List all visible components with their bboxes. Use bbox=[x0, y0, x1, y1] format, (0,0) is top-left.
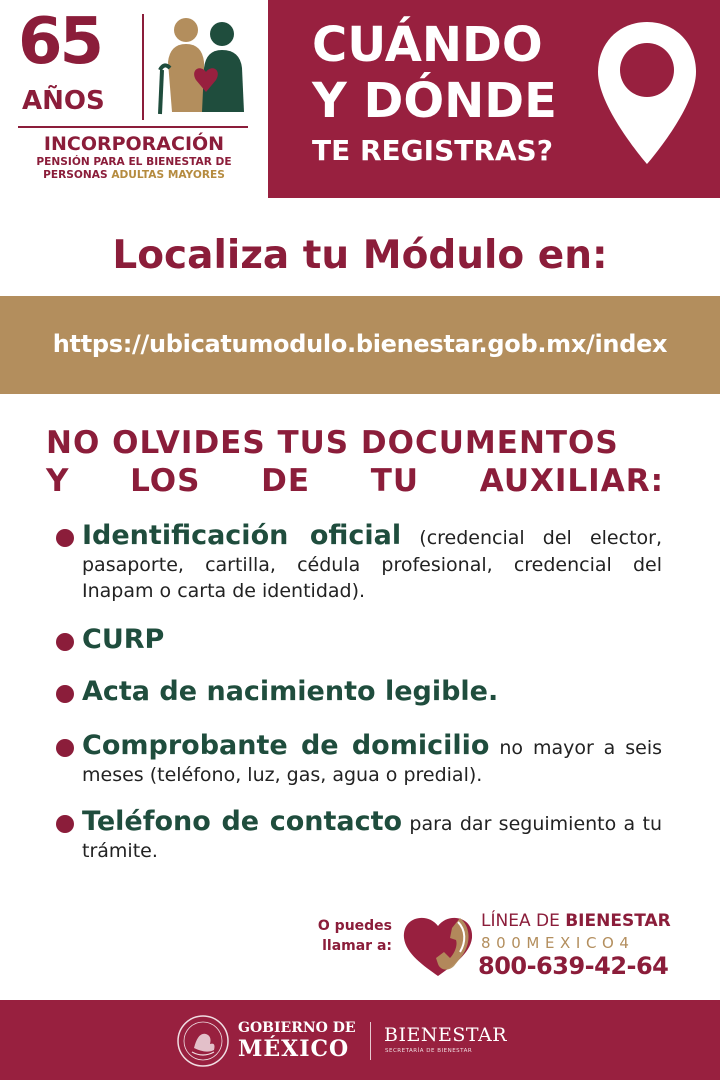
documents-heading-line-2 bbox=[46, 462, 664, 500]
bullet-icon bbox=[56, 815, 74, 833]
phone-number[interactable]: 800-639-42-64 bbox=[478, 952, 669, 980]
locate-heading: Localiza tu Módulo en: bbox=[112, 233, 608, 278]
call-prompt: O puedes llamar a: bbox=[317, 918, 392, 954]
module-locator-link[interactable]: https://ubicatumodulo.bienestar.gob.mx/index bbox=[52, 330, 668, 358]
program-logo bbox=[0, 0, 268, 198]
logo-divider bbox=[142, 14, 144, 120]
title-line-1: CUÁNDO bbox=[312, 17, 543, 73]
government-label: GOBIERNO DE bbox=[238, 1020, 356, 1036]
heading-word: DE bbox=[261, 463, 311, 499]
header-banner bbox=[0, 0, 720, 198]
vanity-number: 800MEXICO4 bbox=[481, 934, 635, 952]
pension-line-2b: ADULTAS MAYORES bbox=[111, 169, 225, 181]
title-line-3: TE REGISTRAS? bbox=[312, 134, 553, 167]
logo-program: INCORPORACIÓN bbox=[43, 133, 225, 155]
mexico-label: MÉXICO bbox=[238, 1036, 350, 1062]
list-item-title: Comprobante de domicilio bbox=[82, 730, 490, 761]
list-item-text bbox=[82, 730, 662, 788]
heading-word: LOS bbox=[130, 463, 201, 499]
pension-line-2a: PERSONAS bbox=[43, 169, 112, 181]
pension-line-1: PENSIÓN PARA EL BIENESTAR DE bbox=[36, 156, 232, 168]
logo-years: AÑOS bbox=[22, 86, 105, 116]
national-seal-icon bbox=[176, 1014, 230, 1068]
logo-number: 65 bbox=[18, 5, 102, 79]
list-item-text bbox=[82, 806, 662, 864]
url-band bbox=[0, 296, 720, 394]
heading-word: Y bbox=[46, 463, 70, 499]
heading-word: TU bbox=[370, 463, 420, 499]
bullet-icon bbox=[56, 633, 74, 651]
heart-phone-icon bbox=[400, 912, 478, 978]
location-pin-icon bbox=[594, 18, 700, 168]
list-item-detail: (credencial del elector, pasaporte, cartilla, cédula profesional, credencial del Inapam o carta de identidad). bbox=[82, 527, 662, 602]
documents-heading-line-1: NO OLVIDES TUS DOCUMENTOS bbox=[46, 425, 619, 461]
list-item-title: Identificación oficial bbox=[82, 520, 402, 551]
elderly-couple-icon bbox=[150, 12, 255, 117]
footer-bar bbox=[0, 1000, 720, 1080]
bullet-icon bbox=[56, 529, 74, 547]
help-line-label-a: LÍNEA DE bbox=[481, 911, 566, 931]
bullet-icon bbox=[56, 739, 74, 757]
list-item-title: Acta de nacimiento legible. bbox=[82, 676, 499, 707]
list-item-title: CURP bbox=[82, 624, 165, 655]
bullet-icon bbox=[56, 685, 74, 703]
documents-heading bbox=[46, 424, 666, 500]
title-block bbox=[268, 0, 720, 198]
list-item-text bbox=[82, 624, 662, 656]
agency-label: BIENESTAR bbox=[384, 1024, 508, 1046]
help-line-label-b: BIENESTAR bbox=[565, 911, 671, 931]
title-line-2: Y DÓNDE bbox=[312, 73, 557, 129]
list-item-text bbox=[82, 520, 662, 604]
list-item-text bbox=[82, 676, 662, 708]
list-item-detail: no mayor a seis meses (teléfono, luz, gas, agua o predial). bbox=[82, 737, 662, 786]
agency-sublabel: SECRETARÍA DE BIENESTAR bbox=[385, 1048, 473, 1054]
list-item-title: Teléfono de contacto bbox=[82, 806, 403, 837]
logo-pension-text bbox=[18, 156, 250, 182]
heading-word: AUXILIAR: bbox=[479, 463, 664, 499]
list-item-detail: para dar seguimiento a tu trámite. bbox=[82, 813, 662, 862]
help-line-label bbox=[481, 910, 671, 932]
logo-rule bbox=[18, 126, 248, 128]
footer-divider bbox=[370, 1022, 371, 1060]
